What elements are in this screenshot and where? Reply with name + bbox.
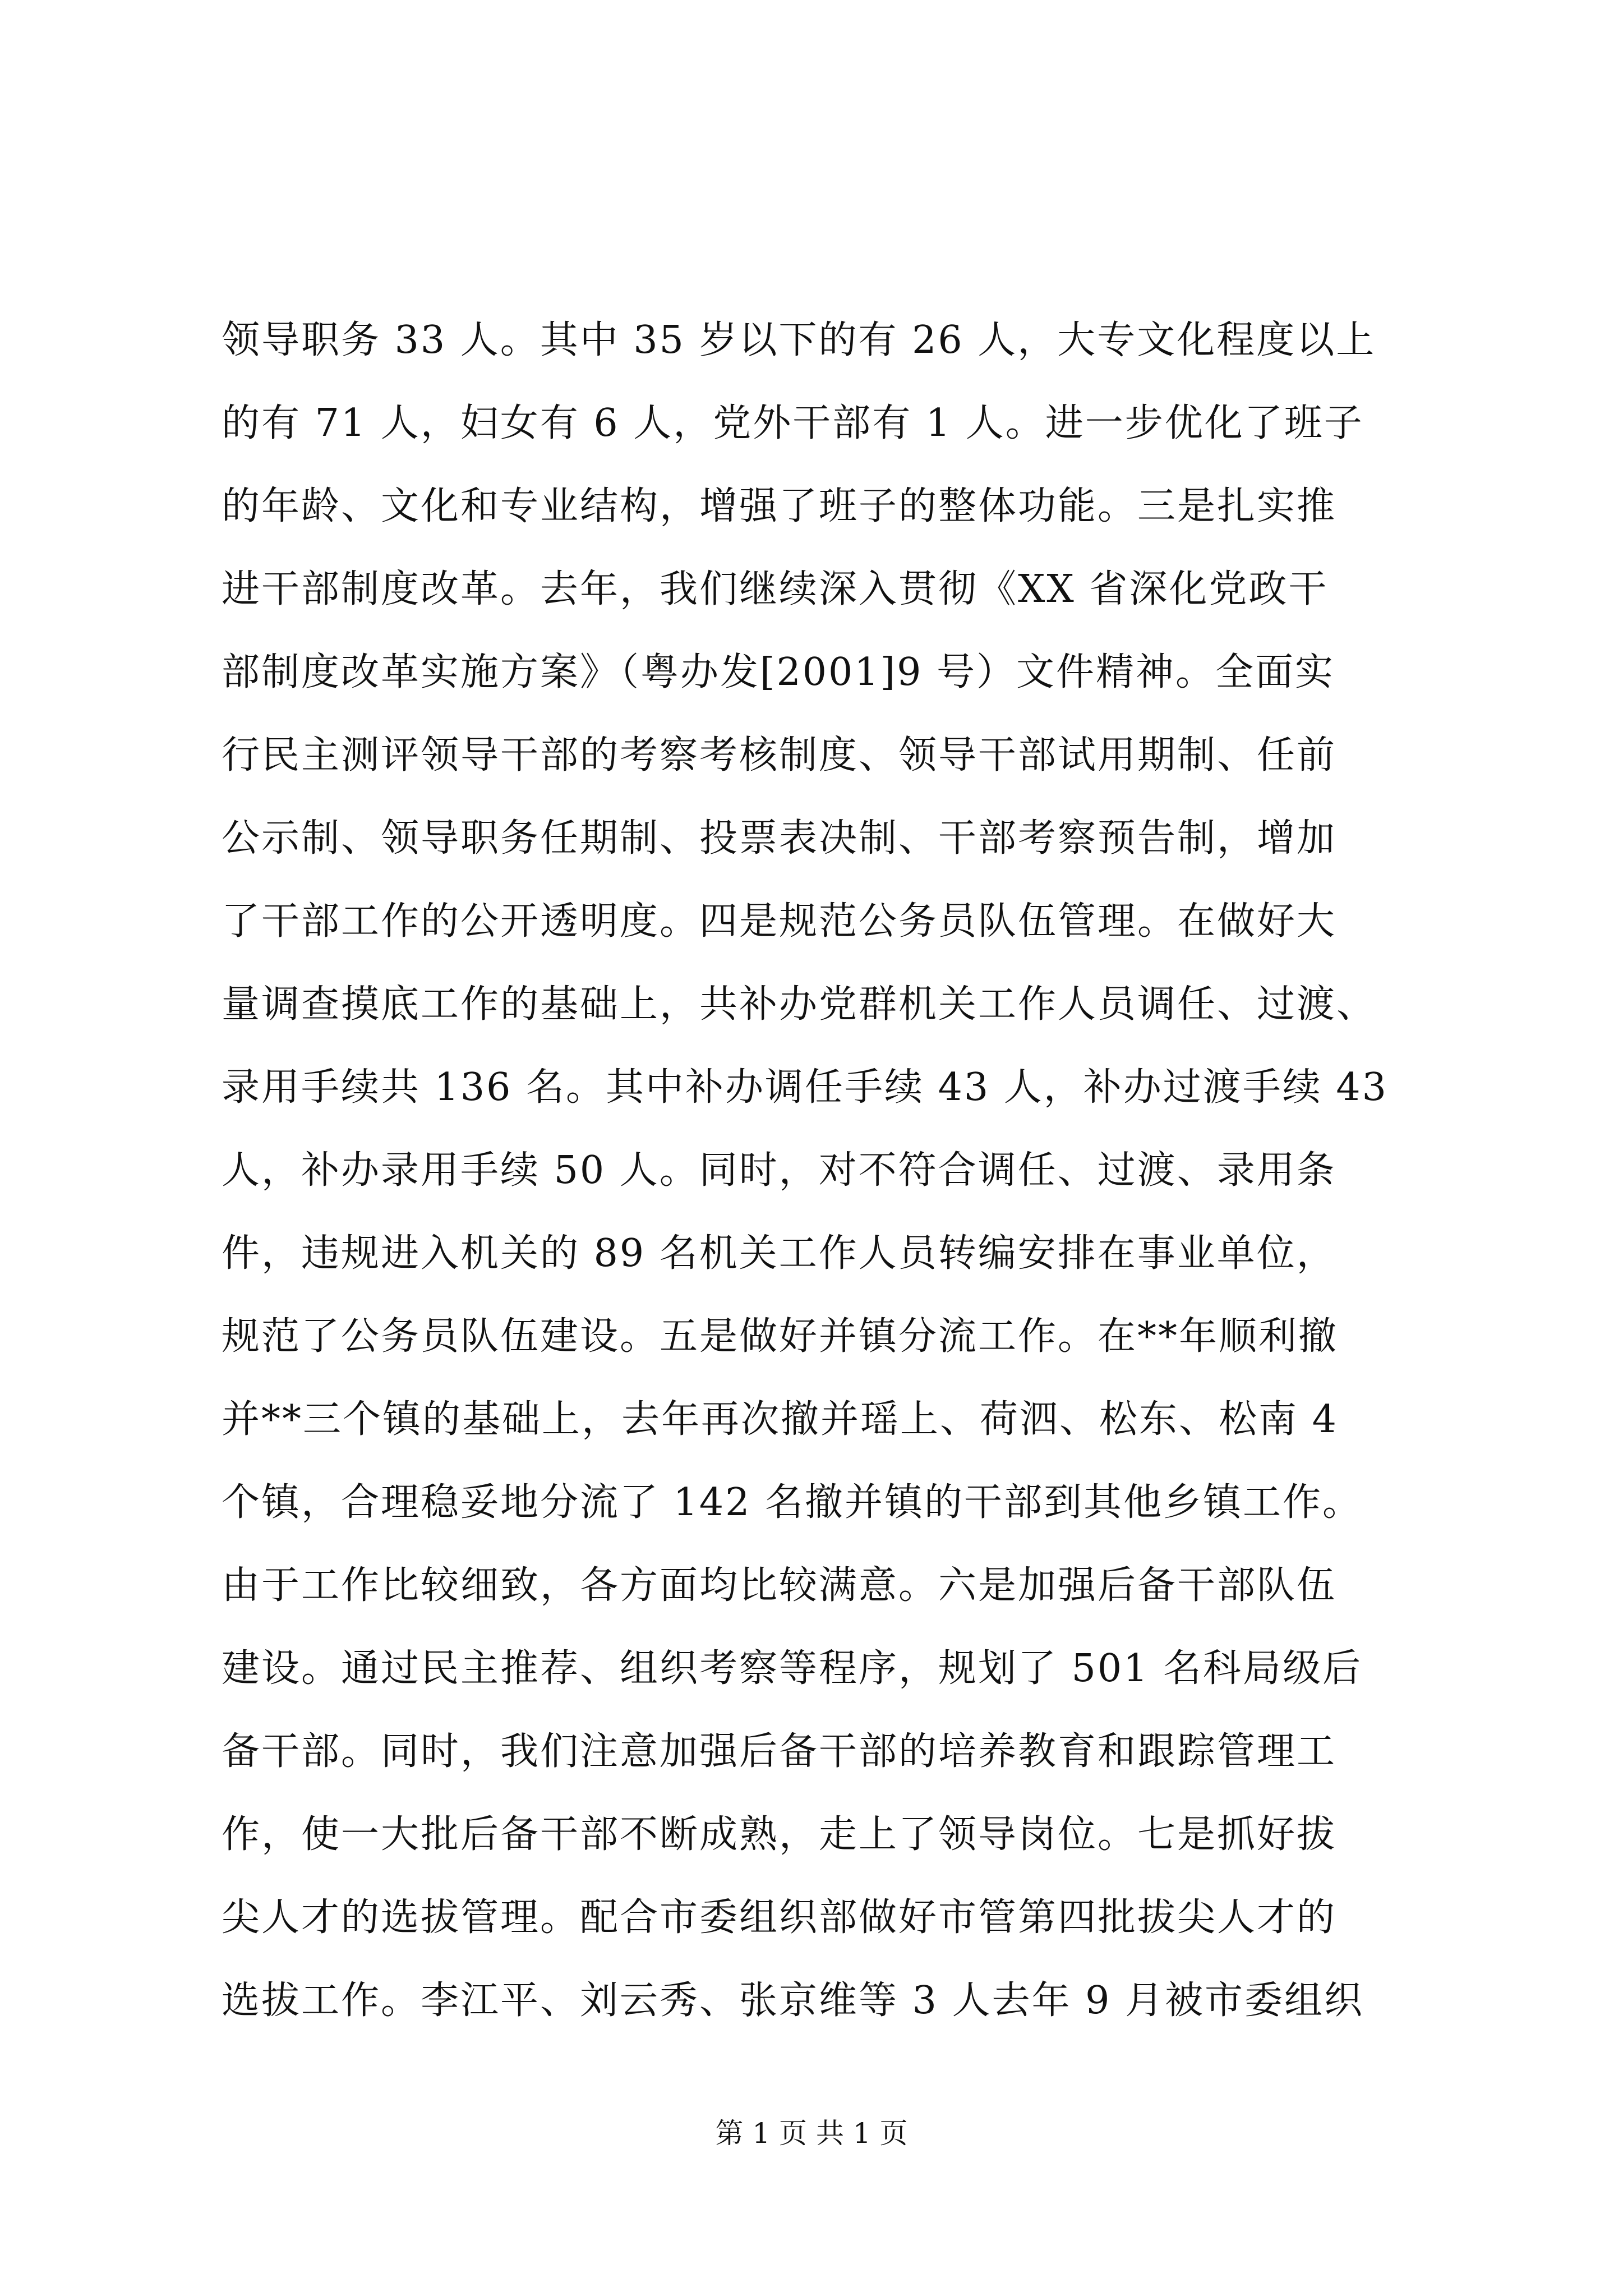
text-line: 录用手续共 136 名。其中补办调任手续 43 人，补办过渡手续 43 <box>222 1065 1388 1110</box>
body-paragraph <box>222 299 1422 2042</box>
text-line: 了干部工作的公开透明度。四是规范公务员队伍管理。在做好大 <box>222 899 1337 944</box>
text-line: 规范了公务员队伍建设。五是做好并镇分流工作。在**年顺利撤 <box>222 1314 1339 1359</box>
text-line: 量调查摸底工作的基础上，共补办党群机关工作人员调任、过渡、 <box>222 982 1377 1027</box>
page-footer: 第 1 页 共 1 页 <box>715 2117 908 2150</box>
text-line: 部制度改革实施方案》（粤办发[2001]9 号）文件精神。全面实 <box>222 650 1335 694</box>
text-line: 个镇，合理稳妥地分流了 142 名撤并镇的干部到其他乡镇工作。 <box>222 1480 1363 1525</box>
text-line: 行民主测评领导干部的考察考核制度、领导干部试用期制、任前 <box>222 733 1337 777</box>
text-line: 尖人才的选拔管理。配合市委组织部做好市管第四批拔尖人才的 <box>222 1895 1337 1940</box>
text-line: 的有 71 人，妇女有 6 人，党外干部有 1 人。进一步优化了班子 <box>222 401 1364 445</box>
text-line: 并**三个镇的基础上，去年再次撤并瑶上、荷泗、松东、松南 4 <box>222 1397 1338 1442</box>
text-line: 公示制、领导职务任期制、投票表决制、干部考察预告制，增加 <box>222 816 1337 861</box>
text-line: 领导职务 33 人。其中 35 岁以下的有 26 人，大专文化程度以上 <box>222 318 1376 362</box>
text-line: 件，违规进入机关的 89 名机关工作人员转编安排在事业单位， <box>222 1231 1336 1276</box>
text-line: 人，补办录用手续 50 人。同时，对不符合调任、过渡、录用条 <box>222 1148 1336 1193</box>
text-line: 的年龄、文化和专业结构，增强了班子的整体功能。三是扎实推 <box>222 484 1337 528</box>
text-line: 作，使一大批后备干部不断成熟，走上了领导岗位。七是抓好拔 <box>222 1812 1337 1857</box>
text-line: 进干部制度改革。去年，我们继续深入贯彻《XX 省深化党政干 <box>222 567 1329 611</box>
text-line: 建设。通过民主推荐、组织考察等程序，规划了 501 名科局级后 <box>222 1646 1363 1691</box>
text-line: 由于工作比较细致，各方面均比较满意。六是加强后备干部队伍 <box>222 1563 1337 1608</box>
text-line: 选拔工作。李江平、刘云秀、张京维等 3 人去年 9 月被市委组织 <box>222 1978 1364 2023</box>
text-line: 备干部。同时，我们注意加强后备干部的培养教育和跟踪管理工 <box>222 1729 1337 1774</box>
